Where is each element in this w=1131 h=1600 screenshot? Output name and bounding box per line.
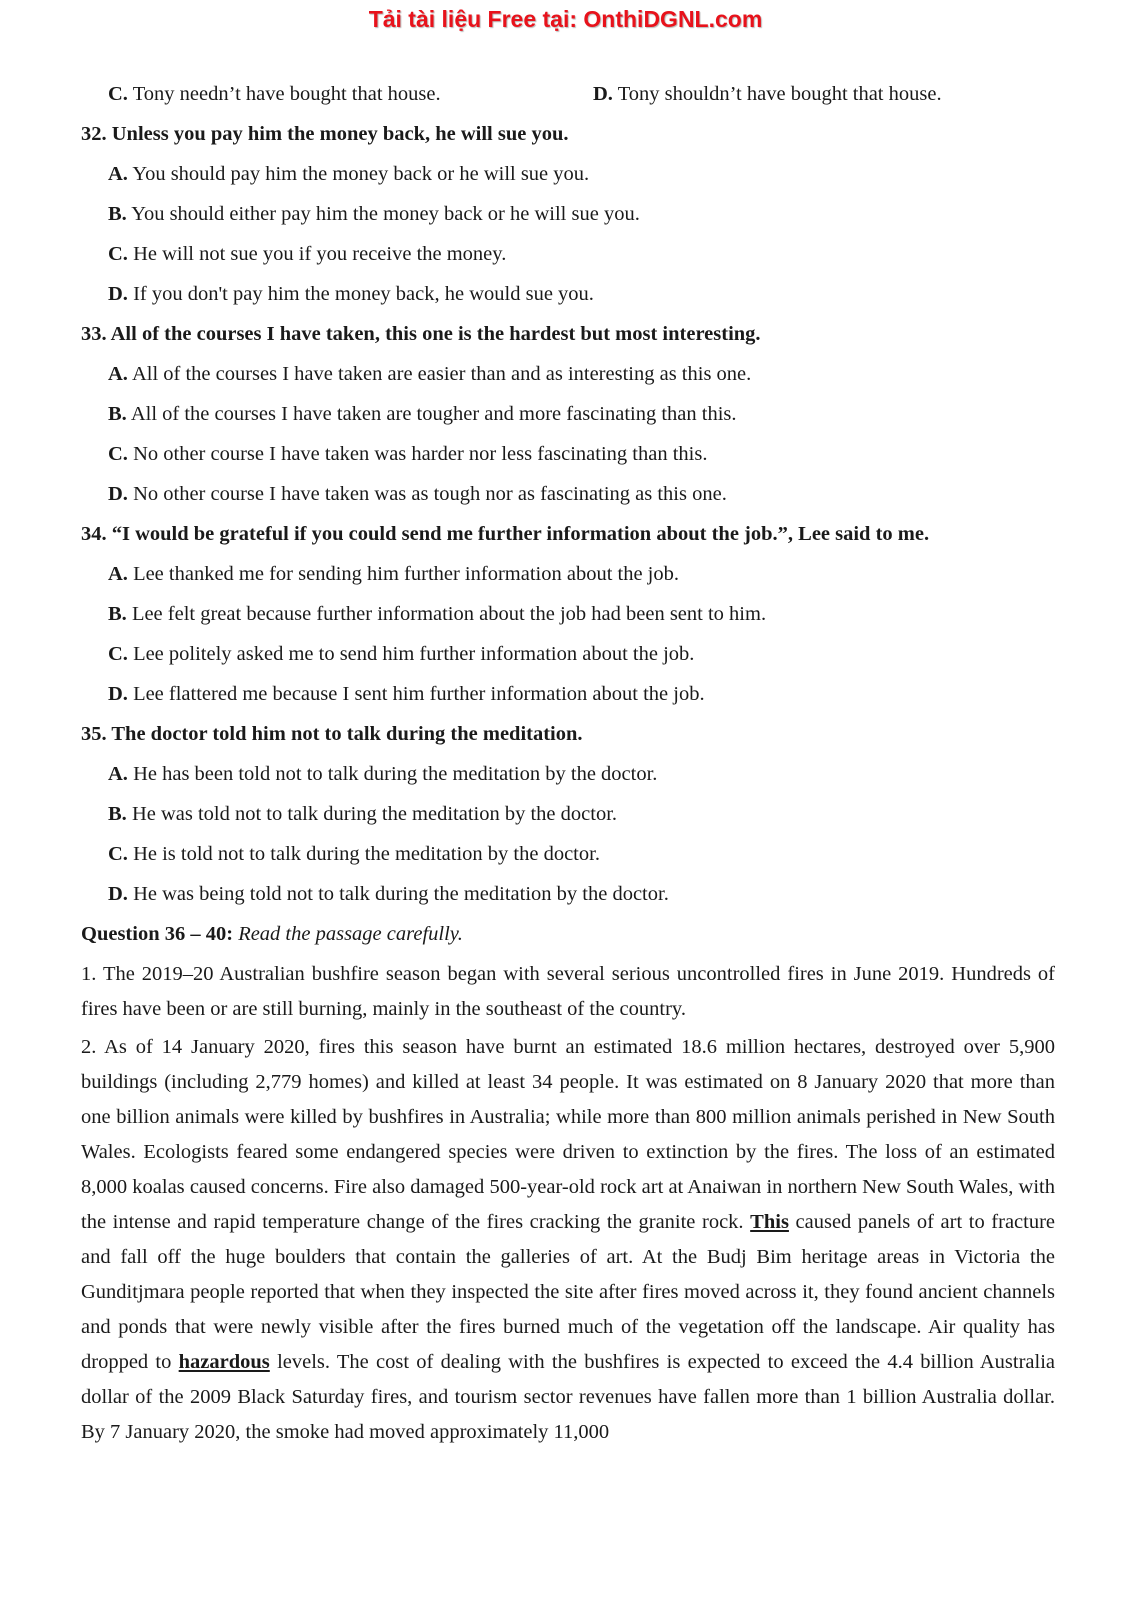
option-label: D. bbox=[593, 83, 613, 105]
option-d bbox=[81, 474, 1055, 514]
worksheet-content bbox=[81, 74, 1055, 1450]
option-label: C. bbox=[108, 83, 128, 105]
option-c bbox=[108, 74, 441, 114]
paragraph-text: levels. The cost of dealing with the bushfires is expected to exceed the 4.4 billion Australia dollar of the 2009 Black Saturday fires, and tourism sector revenues have fallen more than 1 billion Australia dollar. By 7 January 2020, the smoke had moved approximately 11,000 bbox=[81, 1351, 1056, 1443]
option-text: Lee flattered me because I sent him further information about the job. bbox=[133, 683, 705, 705]
option-text: Lee politely asked me to send him further information about the job. bbox=[133, 643, 695, 665]
passage-title: Question 36 – 40: bbox=[81, 923, 234, 945]
option-b bbox=[81, 194, 1055, 234]
option-text: Lee thanked me for sending him further information about the job. bbox=[133, 563, 680, 585]
option-d bbox=[81, 874, 1055, 914]
passage-heading bbox=[81, 914, 1055, 954]
option-text: Tony shouldn’t have bought that house. bbox=[617, 83, 942, 105]
option-label: D. bbox=[108, 483, 128, 505]
option-text: All of the courses I have taken are easier than and as interesting as this one. bbox=[131, 363, 752, 385]
option-text: If you don't pay him the money back, he would sue you. bbox=[133, 283, 594, 305]
question-stem: 32. Unless you pay him the money back, he will sue you. bbox=[81, 123, 569, 145]
question-34 bbox=[81, 514, 1055, 714]
option-c bbox=[81, 634, 1055, 674]
question-stem: 34. “I would be grateful if you could send me further information about the job.”, Lee said to me. bbox=[81, 523, 930, 545]
option-c bbox=[81, 434, 1055, 474]
option-text: He was being told not to talk during the meditation by the doctor. bbox=[133, 883, 669, 905]
option-text: No other course I have taken was as tough nor as fascinating as this one. bbox=[133, 483, 727, 505]
option-label: C. bbox=[108, 243, 128, 265]
option-label: A. bbox=[108, 163, 128, 185]
highlighted-word-hazardous: hazardous bbox=[178, 1351, 270, 1373]
option-d bbox=[593, 74, 942, 114]
paragraph-text: caused panels of art to fracture and fall off the huge boulders that contain the galleries of art. At the Budj Bim heritage areas in Victoria the Gunditjmara people reported that when they inspected the site after fires moved across it, they found ancient channels and ponds that were newly visible after the fires burned much of the vegetation off the landscape. Air quality has dropped to bbox=[81, 1211, 1056, 1373]
option-label: C. bbox=[108, 643, 128, 665]
option-text: He was told not to talk during the meditation by the doctor. bbox=[131, 803, 618, 825]
passage-instruction: Read the passage carefully. bbox=[238, 923, 463, 945]
option-label: B. bbox=[108, 803, 127, 825]
option-b bbox=[81, 794, 1055, 834]
option-label: C. bbox=[108, 443, 128, 465]
question-33 bbox=[81, 314, 1055, 514]
option-text: No other course I have taken was harder nor less fascinating than this. bbox=[133, 443, 708, 465]
question-35 bbox=[81, 714, 1055, 914]
option-a bbox=[81, 754, 1055, 794]
option-label: A. bbox=[108, 563, 128, 585]
option-label: D. bbox=[108, 683, 128, 705]
question-32 bbox=[81, 114, 1055, 314]
option-text: He is told not to talk during the meditation by the doctor. bbox=[133, 843, 600, 865]
question-stem: 33. All of the courses I have taken, this one is the hardest but most interesting. bbox=[81, 323, 761, 345]
option-text: You should either pay him the money back or he will sue you. bbox=[131, 203, 640, 225]
option-label: B. bbox=[108, 603, 127, 625]
option-text: Tony needn’t have bought that house. bbox=[132, 83, 441, 105]
option-label: A. bbox=[108, 763, 128, 785]
option-label: B. bbox=[108, 403, 127, 425]
option-text: All of the courses I have taken are tougher and more fascinating than this. bbox=[130, 403, 737, 425]
option-label: D. bbox=[108, 283, 128, 305]
option-b bbox=[81, 594, 1055, 634]
option-label: D. bbox=[108, 883, 128, 905]
option-text: Lee felt great because further information about the job had been sent to him. bbox=[131, 603, 767, 625]
passage-paragraph-1: 1. The 2019–20 Australian bushfire season began with several serious uncontrolled fires in June 2019. Hundreds of fires have been or are still burning, mainly in the southeast of the country. bbox=[81, 963, 1055, 1020]
option-label: C. bbox=[108, 843, 128, 865]
option-text: He will not sue you if you receive the money. bbox=[133, 243, 507, 265]
download-banner[interactable]: Tải tài liệu Free tại: OnthiDGNL.com bbox=[368, 6, 763, 32]
paragraph-text: 2. As of 14 January 2020, fires this season have burnt an estimated 18.6 million hectares, destroyed over 5,900 buildings (including 2,779 homes) and killed at least 34 people. It was estimated on 8 January 2020 that more than one billion animals were killed by bushfires in Australia; while more than 800 million animals perished in New South Wales. Ecologists feared some endangered species were driven to extinction by the fires. The loss of an estimated 8,000 koalas caused concerns. Fire also damaged 500-year-old rock art at Anaiwan in northern New South Wales, with the intense and rapid temperature change of the fires cracking the granite rock. bbox=[81, 1036, 1055, 1233]
option-label: A. bbox=[108, 363, 128, 385]
option-a bbox=[81, 354, 1055, 394]
option-c bbox=[81, 234, 1055, 274]
option-d bbox=[81, 274, 1055, 314]
option-label: B. bbox=[108, 203, 127, 225]
option-d bbox=[81, 674, 1055, 714]
option-a bbox=[81, 554, 1055, 594]
option-text: He has been told not to talk during the meditation by the doctor. bbox=[133, 763, 658, 785]
option-a bbox=[81, 154, 1055, 194]
passage-paragraph-2 bbox=[81, 1030, 1055, 1450]
question-stem: 35. The doctor told him not to talk during the meditation. bbox=[81, 723, 583, 745]
question-31-options-cd bbox=[81, 74, 1055, 114]
option-c bbox=[81, 834, 1055, 874]
option-text: You should pay him the money back or he will sue you. bbox=[132, 163, 590, 185]
highlighted-word-this: This bbox=[750, 1211, 789, 1233]
option-b bbox=[81, 394, 1055, 434]
